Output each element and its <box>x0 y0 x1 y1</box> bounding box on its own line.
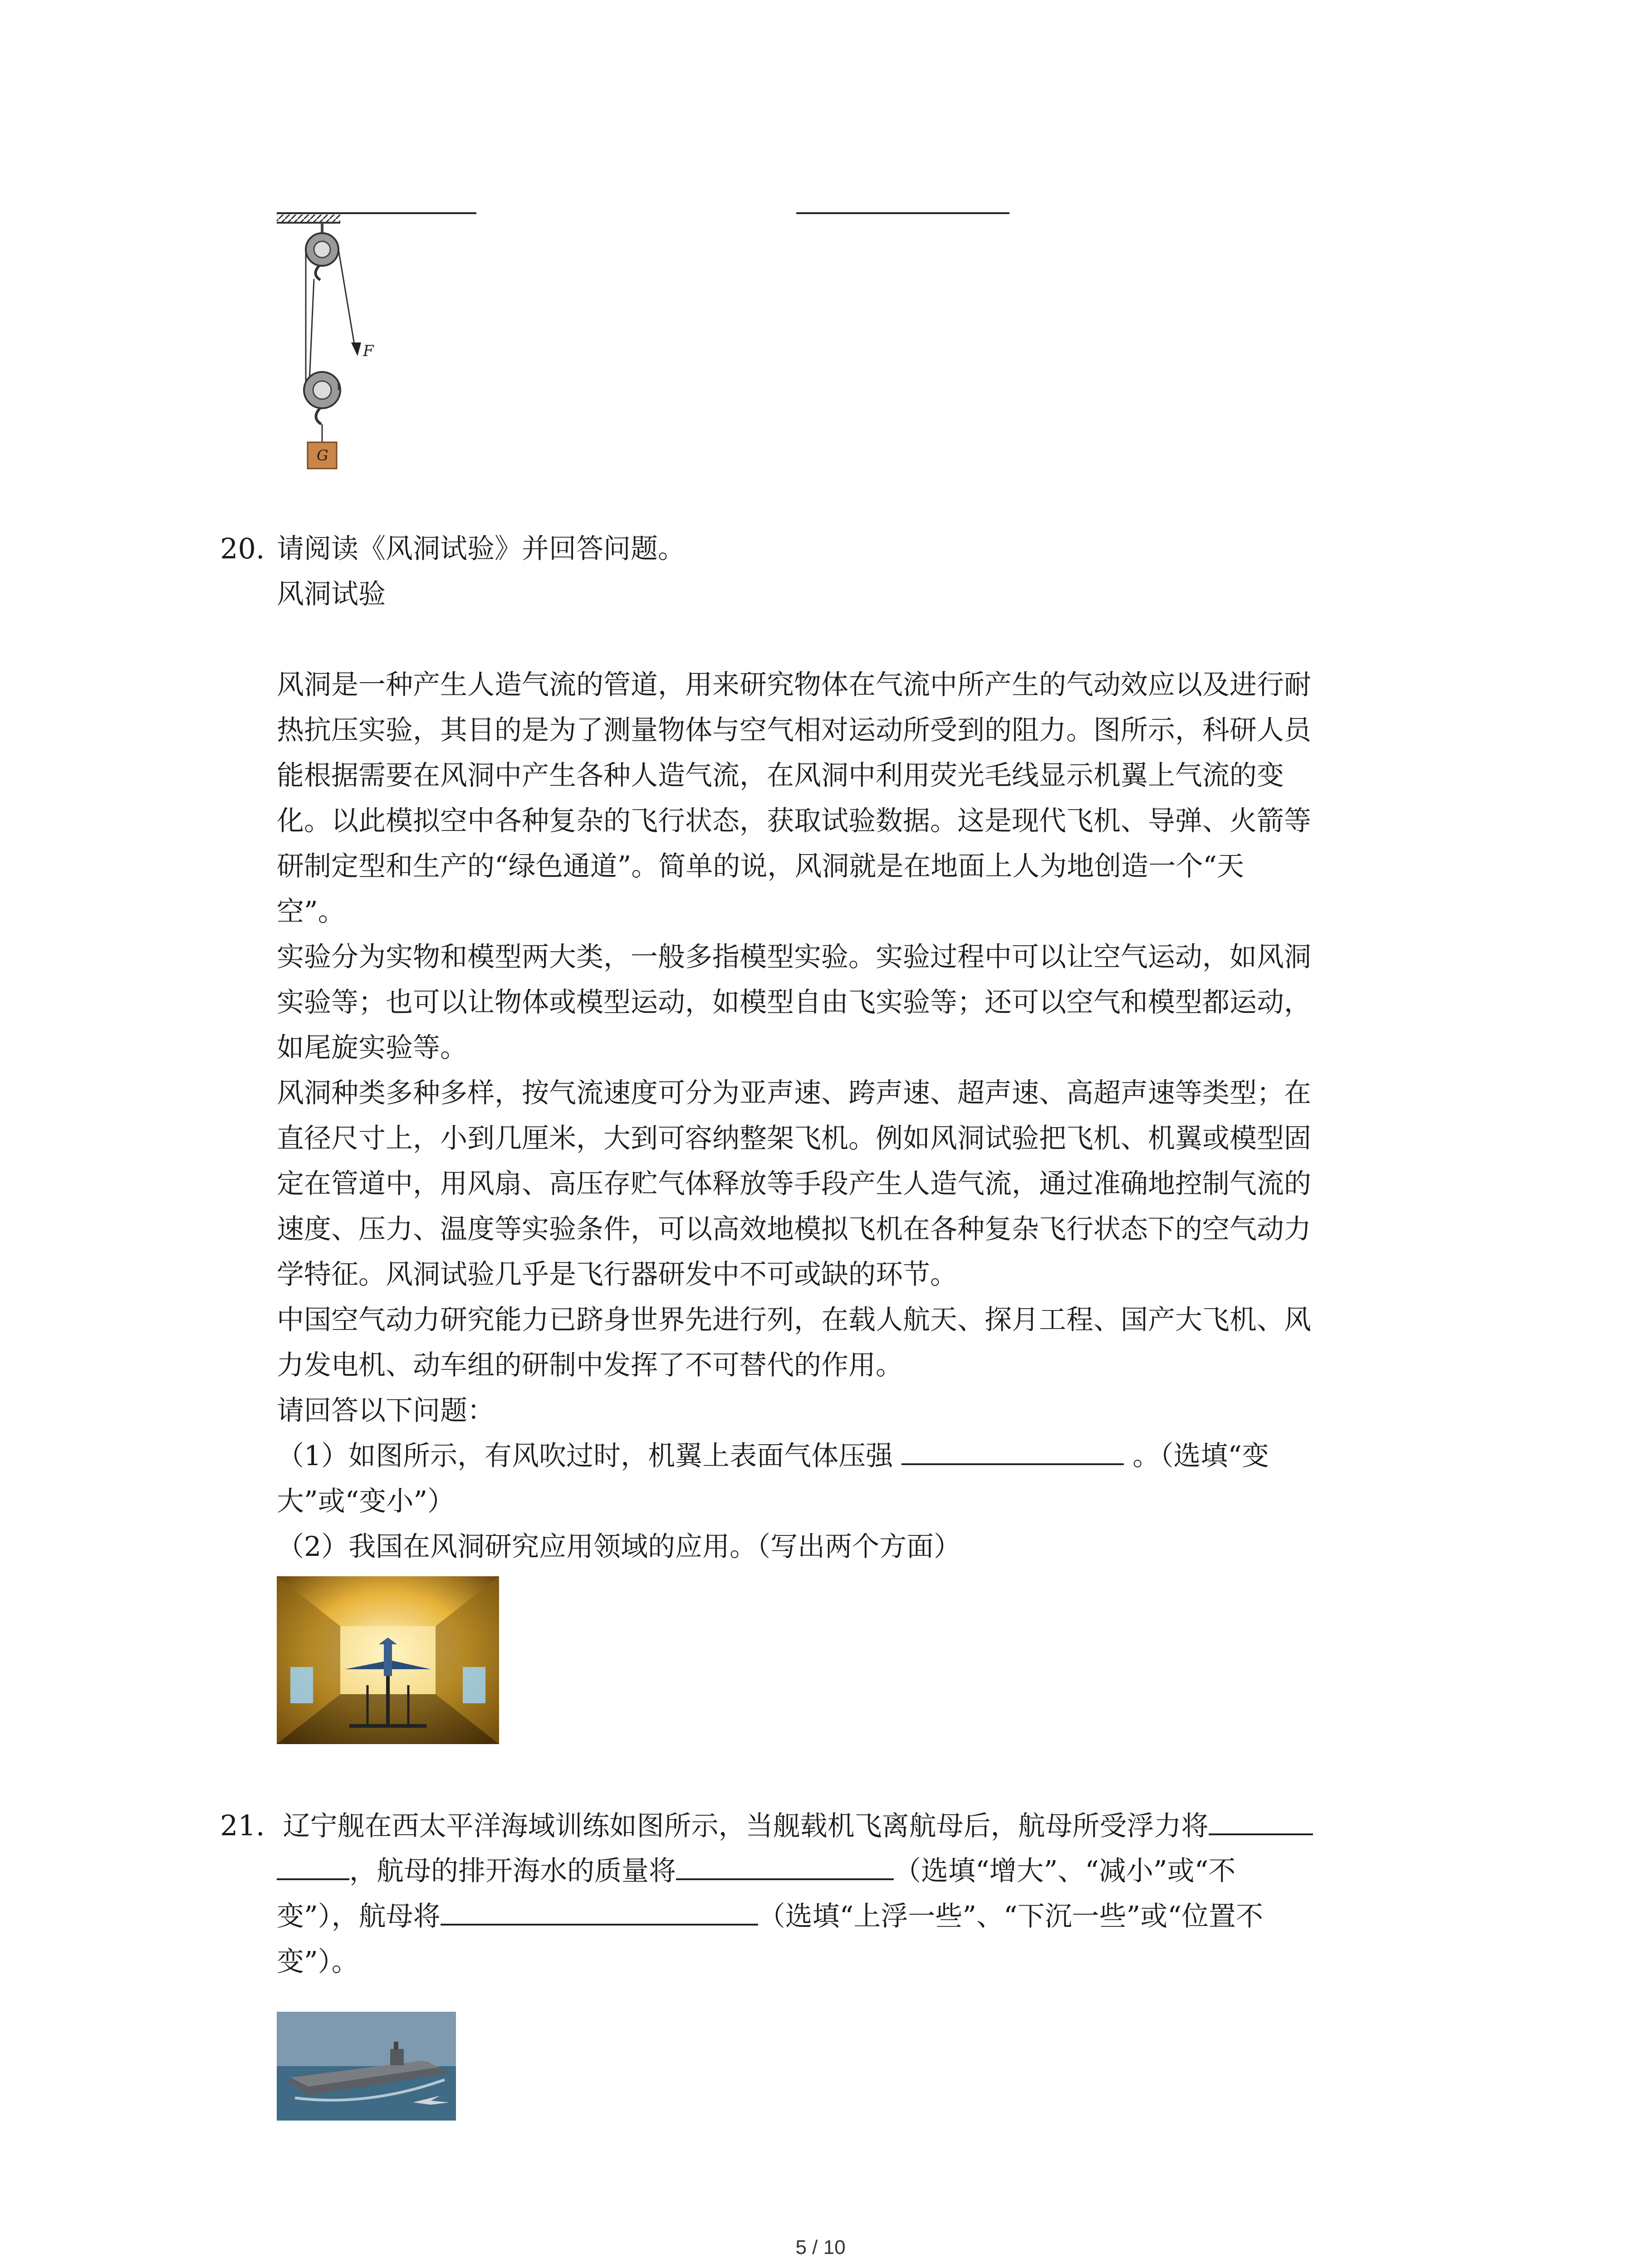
article-line: 速度、压力、温度等实验条件，可以高效地模拟飞机在各种复杂飞行状态下的空气动力 <box>277 1213 1311 1245</box>
answer-blank-mass[interactable] <box>676 1851 894 1880</box>
question-21-options: （选填“增大”、“减小”或“不 <box>894 1855 1236 1887</box>
article-line: 研制定型和生产的“绿色通道”。简单的说，风洞就是在地面上人为地创造一个“天 <box>277 850 1244 882</box>
article-line: 实验分为实物和模型两大类，一般多指模型实验。实验过程中可以让空气运动，如风洞 <box>277 941 1311 973</box>
sub-question-2: （2）我国在风洞研究应用领域的应用。（写出两个方面） <box>277 1531 961 1563</box>
article-line: 风洞种类多种多样，按气流速度可分为亚声速、跨声速、超声速、高超声速等类型；在 <box>277 1077 1311 1109</box>
question-21-text: 辽宁舰在西太平洋海域训练如图所示，当舰载机飞离航母后，航母所受浮力将 <box>283 1810 1209 1842</box>
sub-question-1-text: （1）如图所示，有风吹过时，机翼上表面气体压强 <box>277 1440 893 1472</box>
question-21-text-3: 变”），航母将 <box>277 1901 441 1932</box>
question-21-line-4: 变”）。 <box>277 1946 359 1978</box>
answer-blank-pressure[interactable] <box>901 1436 1124 1465</box>
article-line: 如尾旋实验等。 <box>277 1032 467 1064</box>
article-line: 中国空气动力研究能力已跻身世界先进行列，在载人航天、探月工程、国产大飞机、风 <box>277 1304 1311 1336</box>
question-20-prompt: 请阅读《风洞试验》并回答问题。 <box>277 533 685 565</box>
article-line: 直径尺寸上，小到几厘米，大到可容纳整架飞机。例如风洞试验把飞机、机翼或模型固 <box>277 1123 1311 1154</box>
question-21-line-2 <box>277 1848 1235 1894</box>
force-label: F <box>363 342 374 360</box>
answer-blank-buoyancy-cont[interactable] <box>277 1851 349 1880</box>
article-line: 热抗压实验，其目的是为了测量物体与空气相对运动所受到的阻力。图所示，科研人员 <box>277 714 1311 746</box>
question-21-line-3 <box>277 1894 1263 1939</box>
page-number: 5 / 10 <box>795 2236 846 2258</box>
article-line: 空”。 <box>277 896 345 928</box>
question-21-text-2: ，航母的排开海水的质量将 <box>349 1855 676 1887</box>
article-body <box>277 662 1438 1433</box>
article-line: 请回答以下问题： <box>277 1395 495 1427</box>
question-20-number: 20. <box>220 532 265 565</box>
sub-question-1-continued: 大”或“变小”） <box>277 1486 455 1517</box>
answer-blank-top-right <box>796 212 1009 214</box>
article-line: 化。以此模拟空中各种复杂的飞行状态，获取试验数据。这是现代飞机、导弹、火箭等 <box>277 805 1311 837</box>
article-line: 能根据需要在风洞中产生各种人造气流，在风洞中利用荧光毛线显示机翼上气流的变 <box>277 760 1284 792</box>
article-line: 力发电机、动车组的研制中发挥了不可替代的作用。 <box>277 1349 903 1381</box>
wind-tunnel-image <box>277 1576 499 1744</box>
aircraft-carrier-image <box>277 2012 456 2121</box>
question-21-options-2: （选填“上浮一些”、“下沉一些”或“位置不 <box>758 1901 1264 1932</box>
answer-blank-position[interactable] <box>441 1897 758 1926</box>
article-line: 学特征。风洞试验几乎是飞行器研发中不可或缺的环节。 <box>277 1259 957 1290</box>
sub-question-1-options: 。（选填“变 <box>1132 1440 1269 1472</box>
answer-blank-buoyancy[interactable] <box>1209 1806 1313 1835</box>
article-line: 实验等；也可以让物体或模型运动，如模型自由飞实验等；还可以空气和模型都运动， <box>277 987 1311 1018</box>
sub-question-1 <box>277 1433 1269 1479</box>
article-line: 定在管道中，用风扇、高压存贮气体释放等手段产生人造气流，通过准确地控制气流的 <box>277 1168 1311 1200</box>
pulley-diagram <box>272 206 390 479</box>
question-21-number: 21. <box>220 1809 265 1842</box>
question-21-line-1 <box>220 1803 1313 1849</box>
weight-label: G <box>317 447 328 464</box>
article-title: 风洞试验 <box>277 578 386 610</box>
article-line: 风洞是一种产生人造气流的管道，用来研究物体在气流中所产生的气动效应以及进行耐 <box>277 669 1311 701</box>
